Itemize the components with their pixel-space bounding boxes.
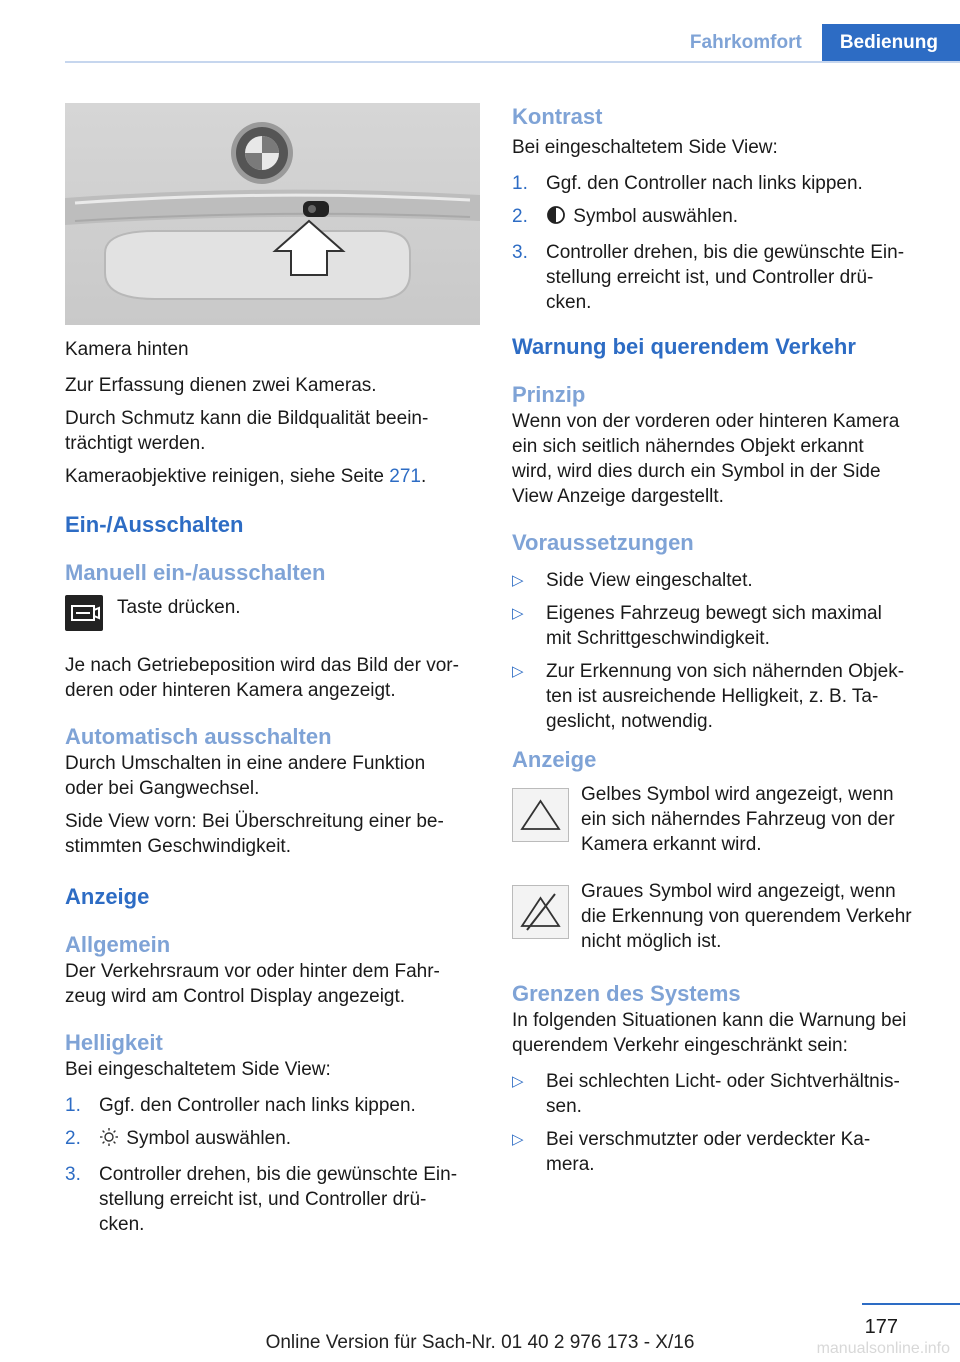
list-item [512, 1127, 930, 1177]
paragraph-gear-position [65, 653, 480, 703]
header-tabs [670, 24, 960, 62]
heading-manuell: Manuell ein-/ausschalten [65, 560, 326, 585]
step-text-line-3: cken. [546, 292, 592, 313]
traffic-area-line-2: zeug wird am Control Display angezeigt. [65, 986, 406, 1007]
paragraph-dirt [65, 406, 480, 456]
bullet-triangle-icon: ▷ [512, 663, 524, 680]
clean-lenses-period: . [420, 466, 427, 487]
warning-triangle-icon [512, 788, 569, 842]
tab-bedienung[interactable]: Bedienung [822, 24, 960, 62]
button-instruction [65, 595, 480, 631]
bullet-triangle-icon: ▷ [512, 572, 524, 589]
limit-text-line-1: Bei verschmutzter oder verdeckter Ka‐ [546, 1129, 871, 1150]
switch-function-line-2: oder bei Gangwechsel. [65, 778, 260, 799]
paragraph-brightness-intro: Bei eingeschaltetem Side View: [65, 1059, 331, 1080]
list-item [512, 568, 930, 593]
right-column [512, 103, 930, 1185]
yellow-symbol-text [581, 782, 895, 857]
grey-symbol-row [512, 879, 930, 954]
bullet-triangle-icon: ▷ [512, 1073, 524, 1090]
yellow-line-3: Kamera erkannt wird. [581, 834, 762, 855]
paragraph-limits-intro [512, 1008, 930, 1058]
speed-line-1: Side View vorn: Bei Überschreitung einer be‐ [65, 811, 444, 832]
brightness-steps [65, 1093, 480, 1237]
rear-camera-photo [65, 103, 480, 325]
rear-camera-illustration [65, 103, 480, 325]
list-item [65, 1162, 480, 1237]
step-text-line-2: stellung erreicht ist, und Controller drü‐ [546, 267, 874, 288]
yellow-line-2: ein sich näherndes Fahrzeug von der [581, 809, 895, 830]
grey-line-3: nicht möglich ist. [581, 931, 722, 952]
paragraph-dirt-line-2: trächtigt werden. [65, 433, 206, 454]
paragraph-contrast-intro: Bei eingeschaltetem Side View: [512, 137, 778, 158]
grey-line-2: die Erkennung von querendem Verkehr [581, 906, 912, 927]
step-text: Ggf. den Controller nach links kippen. [99, 1095, 416, 1116]
step-text: Ggf. den Controller nach links kippen. [546, 173, 863, 194]
paragraph-dirt-line-1: Durch Schmutz kann die Bildqualität beein‐ [65, 408, 429, 429]
req-text-line-2: ten ist ausreichende Helligkeit, z. B. Ta‐ [546, 686, 879, 707]
step-number: 2. [65, 1128, 81, 1149]
limit-text-line-2: mera. [546, 1154, 595, 1175]
grey-line-1: Graues Symbol wird angezeigt, wenn [581, 881, 896, 902]
limits-line-1: In folgenden Situationen kann die Warnung bei [512, 1010, 907, 1031]
limits-line-2: querendem Verkehr eingeschränkt sein: [512, 1035, 848, 1056]
footer-rule [862, 1303, 960, 1305]
req-text: Side View eingeschaltet. [546, 570, 753, 591]
brightness-icon [99, 1127, 121, 1154]
paragraph-switch-function [65, 751, 480, 801]
grey-symbol-text [581, 879, 912, 954]
list-item [512, 171, 930, 196]
principle-line-3: wird, wird dies durch ein Symbol in der Side [512, 461, 881, 482]
step-text-line-3: cken. [99, 1214, 145, 1235]
contrast-icon [546, 205, 568, 232]
heading-warnung: Warnung bei querendem Verkehr [512, 334, 856, 359]
step-text: Symbol auswählen. [126, 1128, 292, 1149]
left-column [65, 103, 480, 1245]
req-text-line-2: mit Schrittgeschwindigkeit. [546, 628, 770, 649]
principle-line-2: ein sich seitlich näherndes Objekt erkannt [512, 436, 864, 457]
watermark: manualsonline.info [816, 1340, 950, 1357]
footer-version-text: Online Version für Sach-Nr. 01 40 2 976 173 - X/16 [265, 1332, 695, 1353]
list-item [512, 204, 930, 232]
paragraph-principle [512, 409, 930, 509]
page-reference-link[interactable]: 271 [389, 466, 421, 487]
paragraph-speed [65, 809, 480, 859]
contrast-steps [512, 171, 930, 315]
traffic-area-line-1: Der Verkehrsraum vor oder hinter dem Fahr‐ [65, 961, 440, 982]
bullet-triangle-icon: ▷ [512, 1131, 524, 1148]
clean-lenses-text: Kameraobjektive reinigen, siehe Seite [65, 466, 390, 487]
heading-grenzen: Grenzen des Systems [512, 981, 741, 1006]
paragraph-two-cameras: Zur Erfassung dienen zwei Kameras. [65, 375, 377, 396]
yellow-symbol-row [512, 782, 930, 857]
step-number: 1. [65, 1095, 81, 1116]
heading-allgemein: Allgemein [65, 932, 171, 957]
step-number: 2. [512, 206, 528, 227]
requirements-list [512, 568, 930, 734]
paragraph-clean-lenses [65, 464, 480, 489]
step-number: 3. [65, 1164, 81, 1185]
limit-text-line-1: Bei schlechten Licht- oder Sichtverhältnis‐ [546, 1071, 900, 1092]
step-text: Symbol auswählen. [573, 206, 739, 227]
gear-position-line-1: Je nach Getriebeposition wird das Bild der vor‐ [65, 655, 459, 676]
req-text-line-3: geslicht, notwendig. [546, 711, 713, 732]
heading-automatisch: Automatisch ausschalten [65, 724, 332, 749]
limits-list [512, 1069, 930, 1177]
step-number: 3. [512, 242, 528, 263]
step-text-line-2: stellung erreicht ist, und Controller drü‐ [99, 1189, 427, 1210]
req-text-line-1: Eigenes Fahrzeug bewegt sich maximal [546, 603, 882, 624]
heading-voraussetzungen: Voraussetzungen [512, 530, 694, 555]
heading-kontrast: Kontrast [512, 104, 603, 129]
side-view-button-icon [65, 595, 103, 631]
switch-function-line-1: Durch Umschalten in eine andere Funktion [65, 753, 426, 774]
step-text-line-1: Controller drehen, bis die gewünschte Ein‐ [546, 242, 905, 263]
yellow-line-1: Gelbes Symbol wird angezeigt, wenn [581, 784, 894, 805]
principle-line-1: Wenn von der vorderen oder hinteren Kamera [512, 411, 900, 432]
heading-anzeige: Anzeige [65, 884, 150, 909]
step-text-line-1: Controller drehen, bis die gewünschte Ein‐ [99, 1164, 458, 1185]
heading-helligkeit: Helligkeit [65, 1030, 163, 1055]
list-item [512, 659, 930, 734]
list-item [65, 1126, 480, 1154]
speed-line-2: stimmten Geschwindigkeit. [65, 836, 291, 857]
press-button-text: Taste drücken. [117, 597, 241, 618]
crossed-warning-triangle-icon [512, 885, 569, 939]
heading-prinzip: Prinzip [512, 382, 586, 407]
heading-ein-ausschalten: Ein-/Ausschalten [65, 512, 244, 537]
list-item [512, 240, 930, 315]
photo-caption: Kamera hinten [65, 339, 189, 360]
gear-position-line-2: deren oder hinteren Kamera angezeigt. [65, 680, 396, 701]
req-text-line-1: Zur Erkennung von sich nähernden Objek‐ [546, 661, 905, 682]
page-number: 177 [864, 1316, 898, 1338]
bullet-triangle-icon: ▷ [512, 605, 524, 622]
header-rule [65, 61, 960, 63]
list-item [65, 1093, 480, 1118]
step-number: 1. [512, 173, 528, 194]
list-item [512, 601, 930, 651]
heading-anzeige-right: Anzeige [512, 747, 597, 772]
paragraph-traffic-area [65, 959, 480, 1009]
limit-text-line-2: sen. [546, 1096, 582, 1117]
list-item [512, 1069, 930, 1119]
principle-line-4: View Anzeige dargestellt. [512, 486, 724, 507]
tab-fahrkomfort[interactable]: Fahrkomfort [670, 24, 822, 62]
